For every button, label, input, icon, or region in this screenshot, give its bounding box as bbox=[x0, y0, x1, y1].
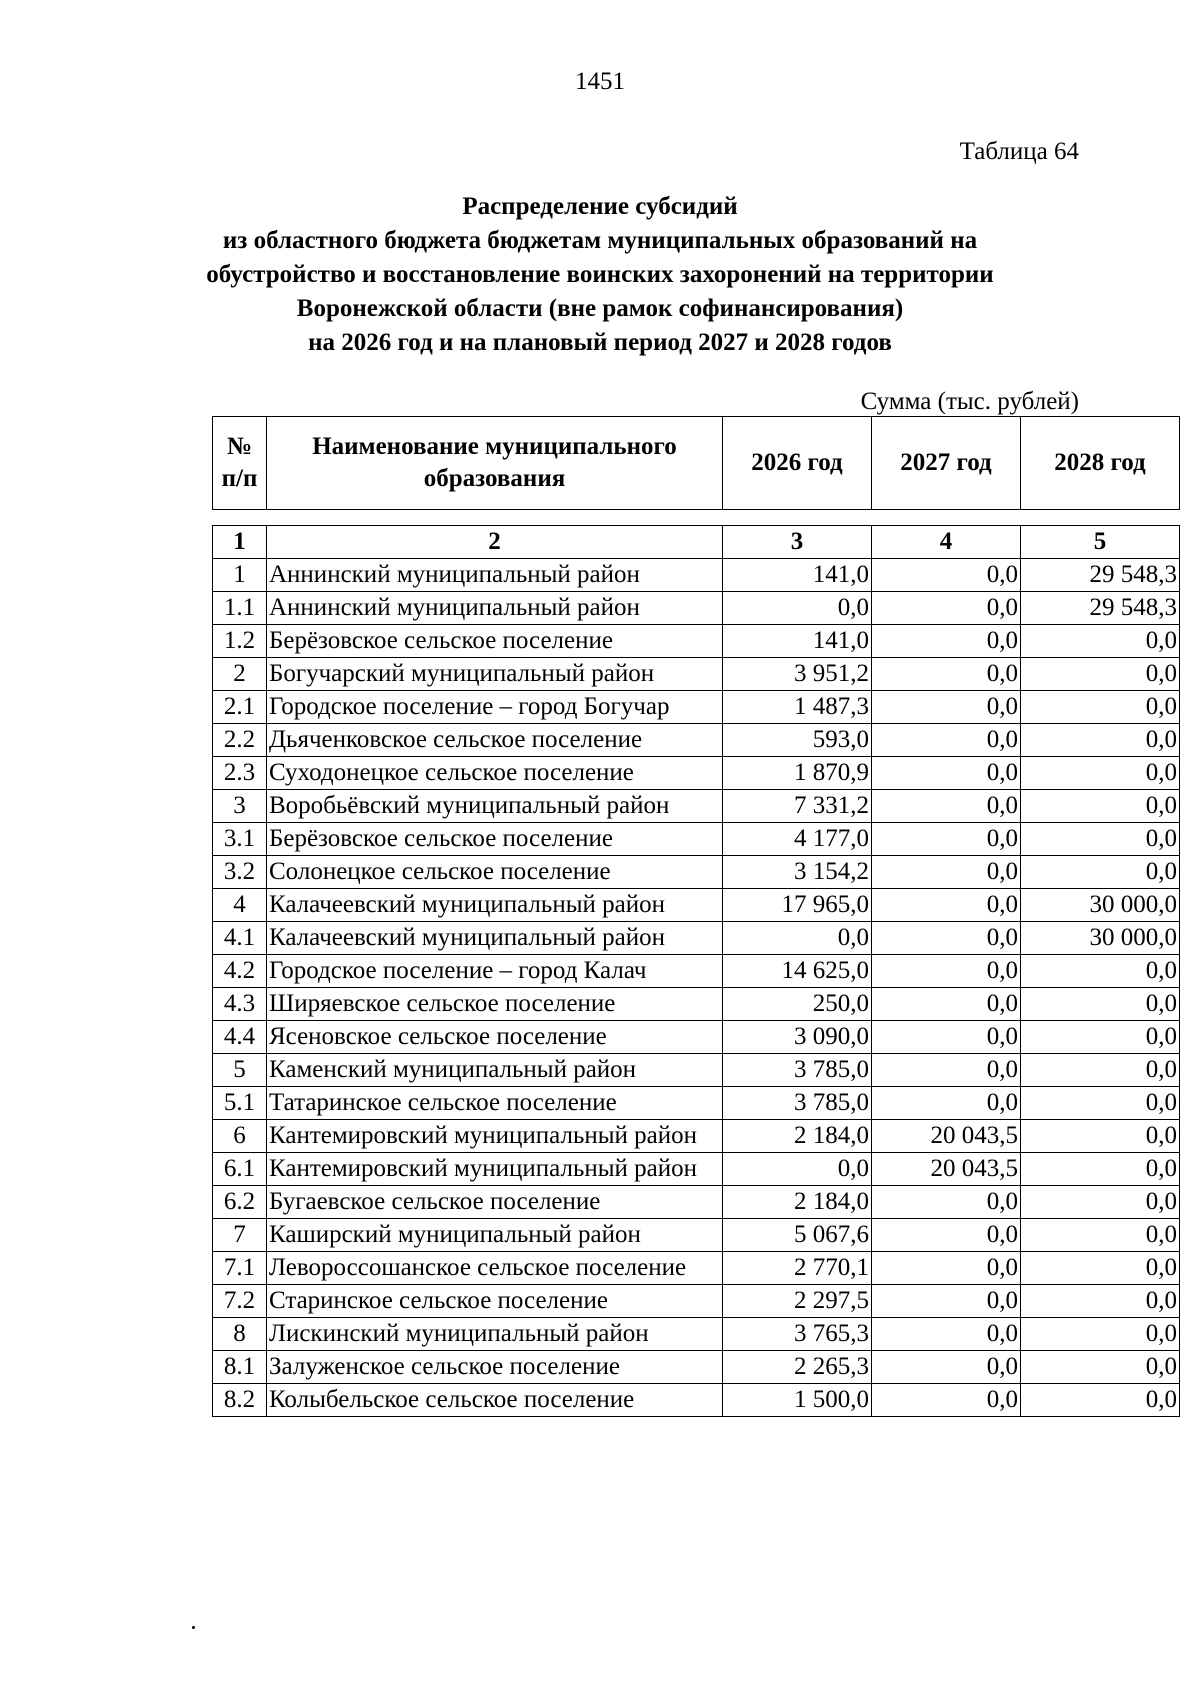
row-value-2026: 593,0 bbox=[723, 724, 872, 757]
table-row bbox=[213, 1252, 1180, 1285]
row-name: Калачеевский муниципальный район bbox=[267, 889, 723, 922]
title-line: из областного бюджета бюджетам муниципальных образований на bbox=[222, 227, 978, 254]
row-value-2028: 0,0 bbox=[1021, 1252, 1180, 1285]
row-number: 7 bbox=[213, 1219, 267, 1252]
row-value-2027: 0,0 bbox=[872, 1318, 1021, 1351]
table-row bbox=[213, 1384, 1180, 1417]
table-row bbox=[213, 1021, 1180, 1054]
row-value-2028: 0,0 bbox=[1021, 1153, 1180, 1186]
page-number: 1451 bbox=[575, 68, 625, 95]
row-value-2027: 0,0 bbox=[872, 988, 1021, 1021]
row-value-2027: 0,0 bbox=[872, 790, 1021, 823]
table-label: Таблица 64 bbox=[959, 138, 1079, 165]
row-value-2027: 0,0 bbox=[872, 1021, 1021, 1054]
row-value-2027: 0,0 bbox=[872, 1351, 1021, 1384]
title-line: Распределение субсидий bbox=[462, 193, 738, 220]
row-value-2026: 3 951,2 bbox=[723, 658, 872, 691]
row-name: Аннинский муниципальный район bbox=[267, 592, 723, 625]
row-value-2028: 0,0 bbox=[1021, 658, 1180, 691]
row-name: Залуженское сельское поселение bbox=[267, 1351, 723, 1384]
row-name: Татаринское сельское поселение bbox=[267, 1087, 723, 1120]
row-value-2028: 0,0 bbox=[1021, 1120, 1180, 1153]
row-value-2028: 0,0 bbox=[1021, 1351, 1180, 1384]
row-value-2026: 141,0 bbox=[723, 559, 872, 592]
row-value-2027: 0,0 bbox=[872, 856, 1021, 889]
row-number: 4.1 bbox=[213, 922, 267, 955]
row-name: Старинское сельское поселение bbox=[267, 1285, 723, 1318]
row-value-2027: 0,0 bbox=[872, 1285, 1021, 1318]
row-value-2027: 0,0 bbox=[872, 922, 1021, 955]
table-row bbox=[213, 1318, 1180, 1351]
row-value-2027: 0,0 bbox=[872, 658, 1021, 691]
row-value-2027: 0,0 bbox=[872, 592, 1021, 625]
table-row bbox=[213, 691, 1180, 724]
row-number: 8 bbox=[213, 1318, 267, 1351]
row-value-2028: 0,0 bbox=[1021, 1054, 1180, 1087]
row-value-2026: 1 487,3 bbox=[723, 691, 872, 724]
table-row bbox=[213, 823, 1180, 856]
table-row bbox=[213, 1186, 1180, 1219]
table-header bbox=[212, 416, 1180, 510]
row-value-2027: 0,0 bbox=[872, 691, 1021, 724]
row-value-2026: 141,0 bbox=[723, 625, 872, 658]
row-value-2027: 0,0 bbox=[872, 1384, 1021, 1417]
row-value-2028: 30 000,0 bbox=[1021, 922, 1180, 955]
table-row bbox=[213, 1153, 1180, 1186]
row-value-2028: 0,0 bbox=[1021, 724, 1180, 757]
row-value-2028: 30 000,0 bbox=[1021, 889, 1180, 922]
table-row bbox=[213, 1219, 1180, 1252]
data-table bbox=[212, 525, 1180, 1417]
row-value-2027: 0,0 bbox=[872, 559, 1021, 592]
title-line: обустройство и восстановление воинских захоронений на территории bbox=[206, 261, 994, 288]
row-value-2027: 0,0 bbox=[872, 1186, 1021, 1219]
table-row bbox=[213, 757, 1180, 790]
row-value-2026: 0,0 bbox=[723, 592, 872, 625]
row-value-2026: 2 770,1 bbox=[723, 1252, 872, 1285]
table-row bbox=[213, 559, 1180, 592]
row-value-2028: 0,0 bbox=[1021, 1285, 1180, 1318]
row-value-2026: 3 785,0 bbox=[723, 1087, 872, 1120]
row-number: 3.1 bbox=[213, 823, 267, 856]
row-value-2026: 3 785,0 bbox=[723, 1054, 872, 1087]
row-value-2027: 0,0 bbox=[872, 1219, 1021, 1252]
row-value-2027: 0,0 bbox=[872, 1252, 1021, 1285]
table-row bbox=[213, 922, 1180, 955]
row-number: 1.2 bbox=[213, 625, 267, 658]
header-2027: 2027 год bbox=[872, 417, 1021, 510]
table-row bbox=[213, 856, 1180, 889]
row-value-2027: 0,0 bbox=[872, 625, 1021, 658]
row-number: 4 bbox=[213, 889, 267, 922]
row-name: Берёзовское сельское поселение bbox=[267, 823, 723, 856]
row-value-2028: 0,0 bbox=[1021, 790, 1180, 823]
row-value-2028: 0,0 bbox=[1021, 1384, 1180, 1417]
row-value-2028: 0,0 bbox=[1021, 625, 1180, 658]
header-name: Наименование муниципального образования bbox=[267, 417, 723, 510]
row-value-2028: 0,0 bbox=[1021, 1219, 1180, 1252]
row-value-2027: 0,0 bbox=[872, 955, 1021, 988]
row-number: 4.3 bbox=[213, 988, 267, 1021]
header-2026: 2026 год bbox=[723, 417, 872, 510]
row-number: 6 bbox=[213, 1120, 267, 1153]
table-row bbox=[213, 592, 1180, 625]
row-name: Солонецкое сельское поселение bbox=[267, 856, 723, 889]
row-value-2028: 0,0 bbox=[1021, 823, 1180, 856]
row-number: 2.2 bbox=[213, 724, 267, 757]
row-number: 8.1 bbox=[213, 1351, 267, 1384]
row-value-2027: 0,0 bbox=[872, 1087, 1021, 1120]
header-2028: 2028 год bbox=[1021, 417, 1180, 510]
row-number: 3 bbox=[213, 790, 267, 823]
units-label: Сумма (тыс. рублей) bbox=[860, 388, 1079, 415]
row-number: 2.3 bbox=[213, 757, 267, 790]
row-value-2028: 0,0 bbox=[1021, 955, 1180, 988]
column-number: 1 bbox=[213, 526, 267, 559]
table-row bbox=[213, 790, 1180, 823]
row-value-2026: 2 184,0 bbox=[723, 1120, 872, 1153]
title-line: Воронежской области (вне рамок софинансирования) bbox=[296, 295, 904, 322]
row-name: Каменский муниципальный район bbox=[267, 1054, 723, 1087]
row-name: Кантемировский муниципальный район bbox=[267, 1120, 723, 1153]
row-name: Городское поселение – город Калач bbox=[267, 955, 723, 988]
table-row bbox=[213, 1285, 1180, 1318]
row-name: Кантемировский муниципальный район bbox=[267, 1153, 723, 1186]
table-row bbox=[213, 724, 1180, 757]
row-number: 8.2 bbox=[213, 1384, 267, 1417]
row-name: Калачеевский муниципальный район bbox=[267, 922, 723, 955]
row-name: Бугаевское сельское поселение bbox=[267, 1186, 723, 1219]
row-value-2026: 3 154,2 bbox=[723, 856, 872, 889]
row-number: 7.1 bbox=[213, 1252, 267, 1285]
scan-dot bbox=[192, 1626, 195, 1629]
row-value-2028: 0,0 bbox=[1021, 988, 1180, 1021]
table-row bbox=[213, 1054, 1180, 1087]
row-value-2028: 29 548,3 bbox=[1021, 559, 1180, 592]
row-value-2026: 7 331,2 bbox=[723, 790, 872, 823]
row-number: 1.1 bbox=[213, 592, 267, 625]
row-value-2026: 2 265,3 bbox=[723, 1351, 872, 1384]
row-value-2028: 29 548,3 bbox=[1021, 592, 1180, 625]
document-title bbox=[0, 190, 1200, 360]
row-name: Ясеновское сельское поселение bbox=[267, 1021, 723, 1054]
row-name: Городское поселение – город Богучар bbox=[267, 691, 723, 724]
row-name: Ширяевское сельское поселение bbox=[267, 988, 723, 1021]
title-line: на 2026 год и на плановый период 2027 и 2028 годов bbox=[308, 329, 892, 356]
row-value-2027: 0,0 bbox=[872, 724, 1021, 757]
row-name: Аннинский муниципальный район bbox=[267, 559, 723, 592]
header-row bbox=[213, 417, 1180, 510]
column-number: 4 bbox=[872, 526, 1021, 559]
row-name: Левороссошанское сельское поселение bbox=[267, 1252, 723, 1285]
row-value-2026: 1 870,9 bbox=[723, 757, 872, 790]
table-row bbox=[213, 625, 1180, 658]
row-name: Воробьёвский муниципальный район bbox=[267, 790, 723, 823]
row-value-2028: 0,0 bbox=[1021, 691, 1180, 724]
row-value-2026: 250,0 bbox=[723, 988, 872, 1021]
table-row bbox=[213, 1120, 1180, 1153]
row-number: 2 bbox=[213, 658, 267, 691]
row-name: Лискинский муниципальный район bbox=[267, 1318, 723, 1351]
row-number: 1 bbox=[213, 559, 267, 592]
row-value-2026: 3 765,3 bbox=[723, 1318, 872, 1351]
column-number-row bbox=[213, 526, 1180, 559]
row-name: Суходонецкое сельское поселение bbox=[267, 757, 723, 790]
row-value-2026: 17 965,0 bbox=[723, 889, 872, 922]
row-value-2026: 4 177,0 bbox=[723, 823, 872, 856]
column-number: 3 bbox=[723, 526, 872, 559]
row-number: 4.4 bbox=[213, 1021, 267, 1054]
row-value-2027: 0,0 bbox=[872, 757, 1021, 790]
table-row bbox=[213, 1351, 1180, 1384]
row-name: Колыбельское сельское поселение bbox=[267, 1384, 723, 1417]
row-value-2026: 1 500,0 bbox=[723, 1384, 872, 1417]
row-name: Дьяченковское сельское поселение bbox=[267, 724, 723, 757]
row-number: 6.1 bbox=[213, 1153, 267, 1186]
row-value-2028: 0,0 bbox=[1021, 1186, 1180, 1219]
row-value-2027: 0,0 bbox=[872, 889, 1021, 922]
row-name: Берёзовское сельское поселение bbox=[267, 625, 723, 658]
row-name: Каширский муниципальный район bbox=[267, 1219, 723, 1252]
row-number: 3.2 bbox=[213, 856, 267, 889]
row-number: 5.1 bbox=[213, 1087, 267, 1120]
row-value-2028: 0,0 bbox=[1021, 856, 1180, 889]
row-number: 2.1 bbox=[213, 691, 267, 724]
row-number: 7.2 bbox=[213, 1285, 267, 1318]
row-value-2026: 2 297,5 bbox=[723, 1285, 872, 1318]
row-value-2027: 0,0 bbox=[872, 823, 1021, 856]
row-value-2027: 20 043,5 bbox=[872, 1153, 1021, 1186]
row-value-2028: 0,0 bbox=[1021, 757, 1180, 790]
row-value-2028: 0,0 bbox=[1021, 1021, 1180, 1054]
row-value-2026: 14 625,0 bbox=[723, 955, 872, 988]
table-row bbox=[213, 889, 1180, 922]
row-number: 4.2 bbox=[213, 955, 267, 988]
row-value-2026: 5 067,6 bbox=[723, 1219, 872, 1252]
table-row bbox=[213, 1087, 1180, 1120]
row-value-2026: 3 090,0 bbox=[723, 1021, 872, 1054]
row-value-2026: 0,0 bbox=[723, 922, 872, 955]
row-value-2026: 2 184,0 bbox=[723, 1186, 872, 1219]
table-row bbox=[213, 658, 1180, 691]
table-row bbox=[213, 955, 1180, 988]
column-number: 5 bbox=[1021, 526, 1180, 559]
row-name: Богучарский муниципальный район bbox=[267, 658, 723, 691]
row-value-2028: 0,0 bbox=[1021, 1318, 1180, 1351]
header-num: № п/п bbox=[213, 417, 267, 510]
row-value-2027: 20 043,5 bbox=[872, 1120, 1021, 1153]
row-value-2026: 0,0 bbox=[723, 1153, 872, 1186]
row-number: 6.2 bbox=[213, 1186, 267, 1219]
row-value-2028: 0,0 bbox=[1021, 1087, 1180, 1120]
table-row bbox=[213, 988, 1180, 1021]
row-value-2027: 0,0 bbox=[872, 1054, 1021, 1087]
row-number: 5 bbox=[213, 1054, 267, 1087]
column-number: 2 bbox=[267, 526, 723, 559]
